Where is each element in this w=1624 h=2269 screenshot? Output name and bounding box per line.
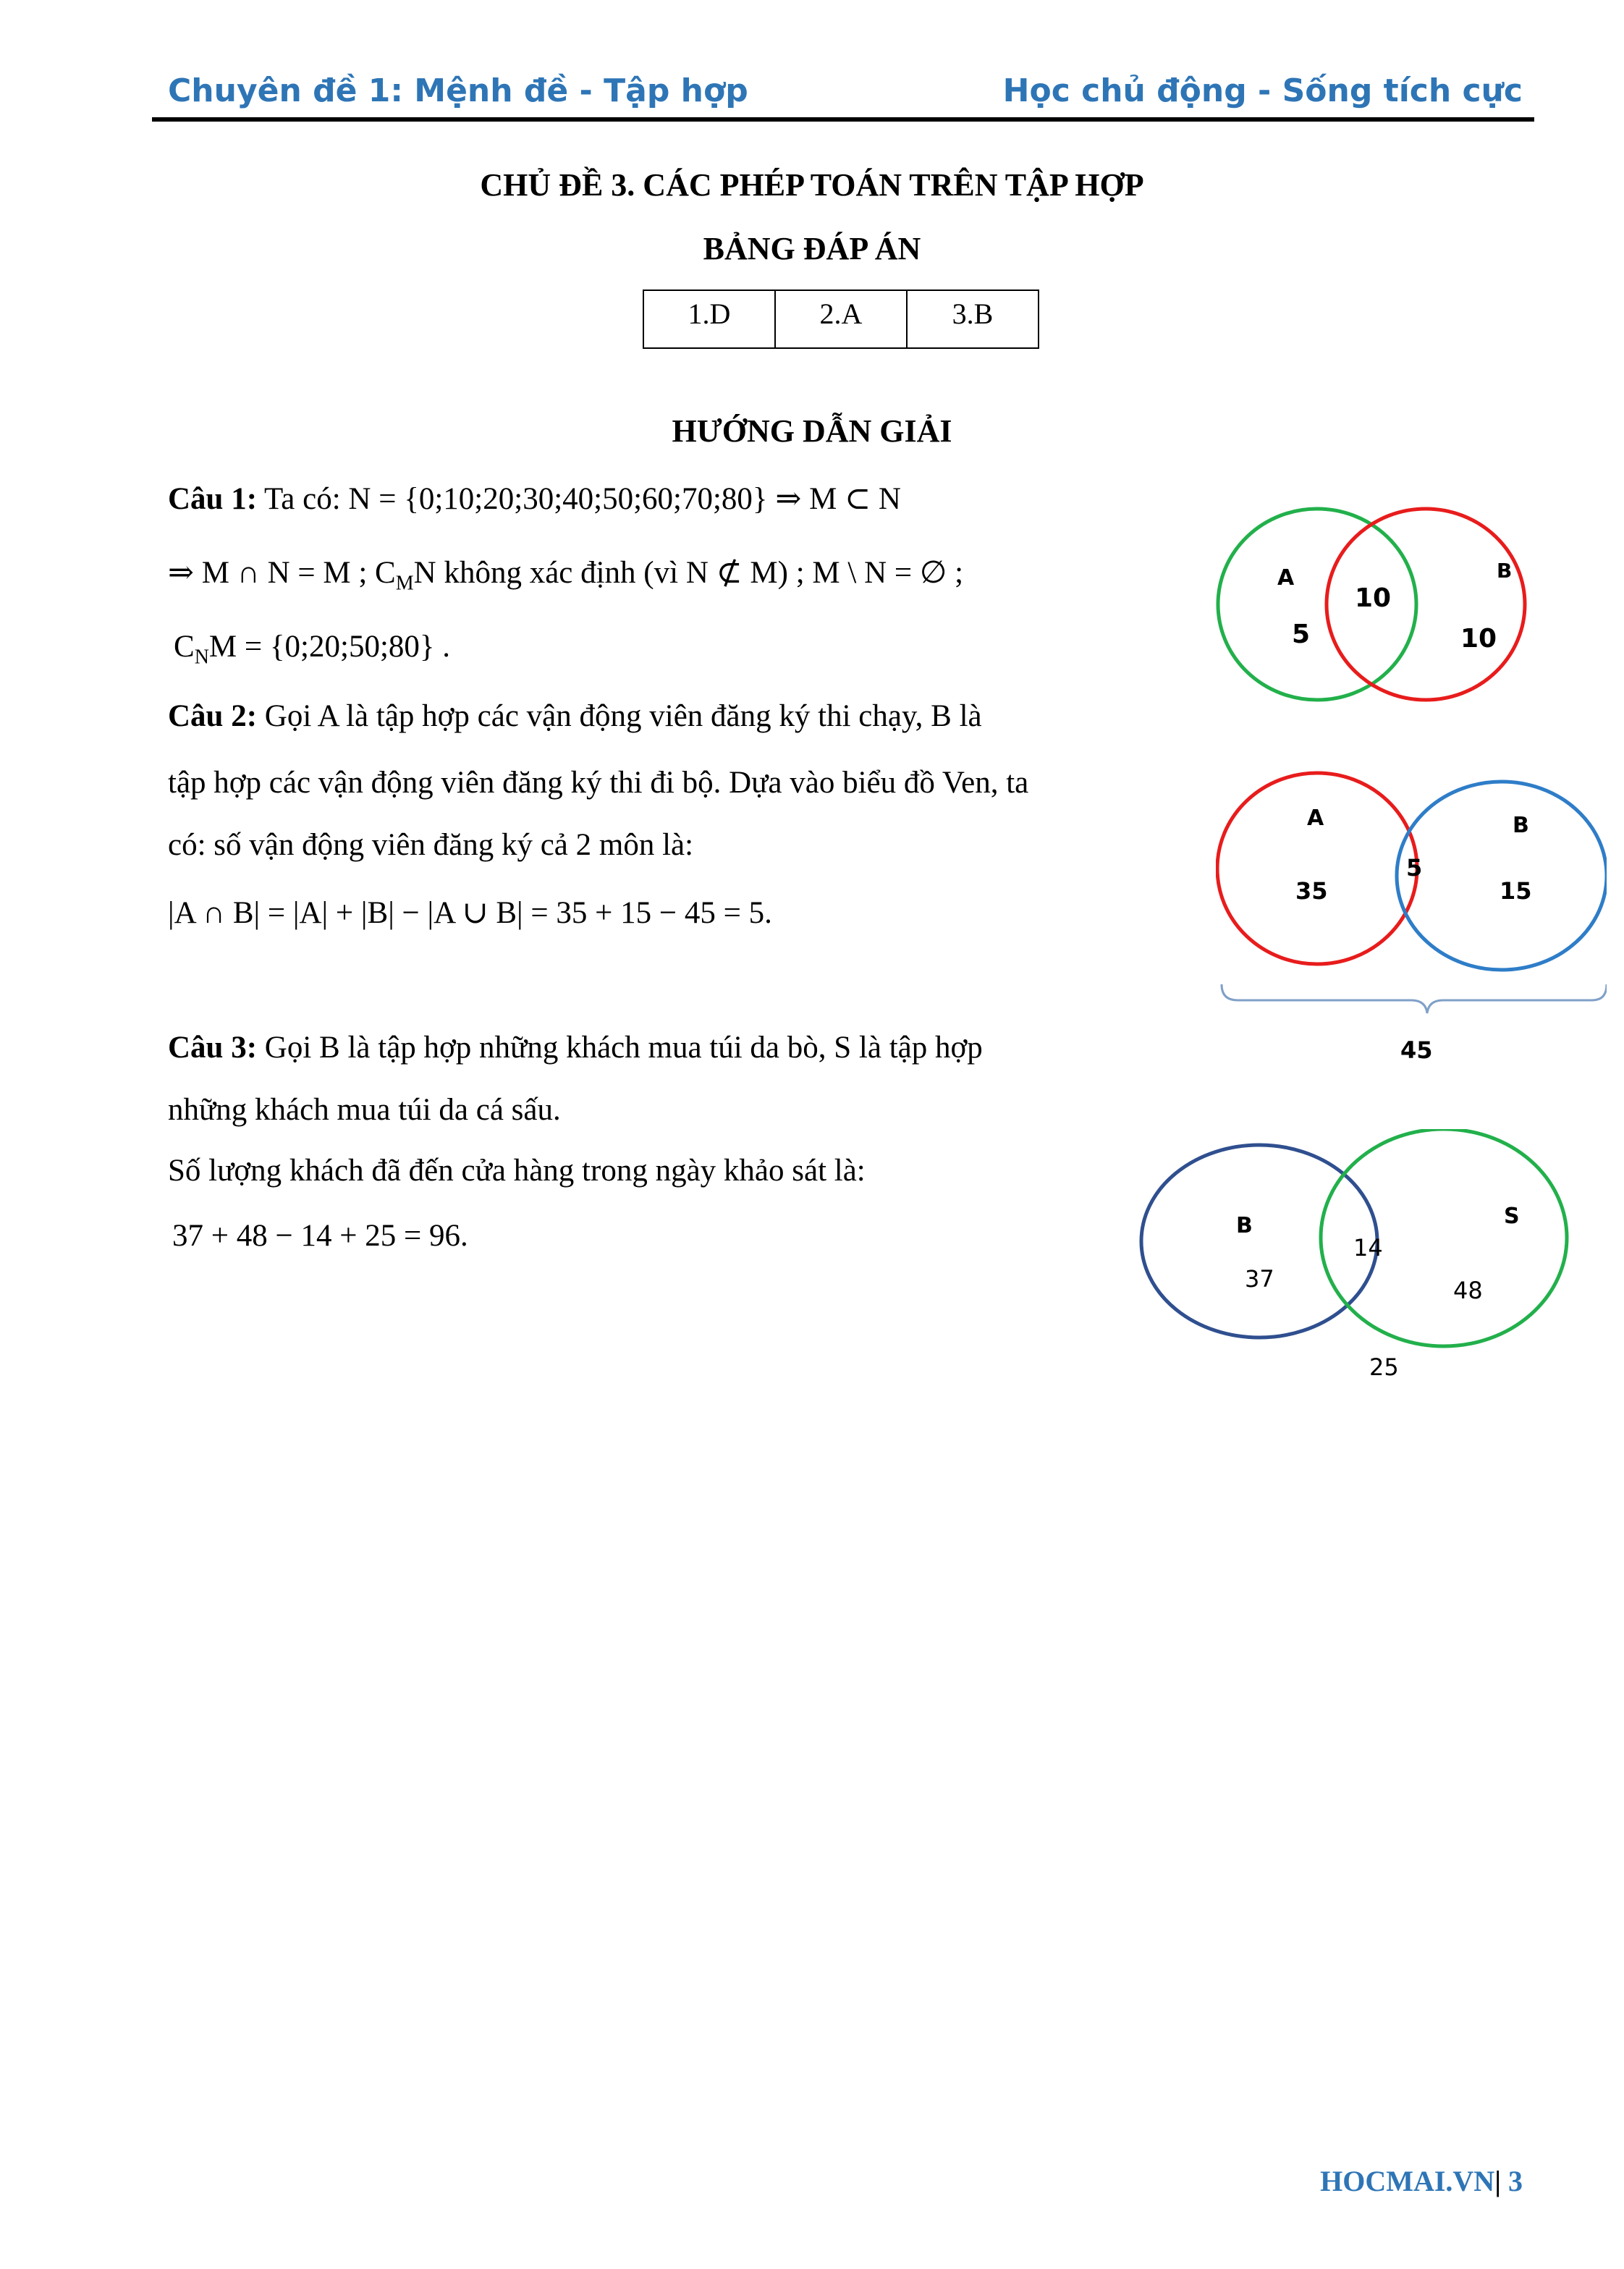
q3-label: Câu 3: [168, 1031, 258, 1065]
q2-line1 [168, 701, 982, 732]
q1-line2 [168, 557, 963, 594]
venn2-both: 5 [1406, 854, 1423, 882]
venn1-only-b: 10 [1460, 624, 1497, 654]
venn2-circle-a [1217, 773, 1417, 964]
venn3-only-b: 37 [1245, 1265, 1274, 1293]
q1-text-3b: M = {0;20;50;80} . [208, 630, 451, 664]
venn3-only-s: 48 [1453, 1277, 1483, 1304]
venn1-only-a: 5 [1292, 620, 1311, 649]
q2-line2: tập hợp các vận động viên đăng ký thi đi bộ. Dựa vào biểu đồ Ven, ta [168, 766, 1029, 800]
venn2-label-b: B [1513, 813, 1529, 838]
footer-page-number: 3 [1508, 2165, 1523, 2197]
venn3-label-s: S [1504, 1204, 1520, 1229]
q1-label: Câu 1: [168, 482, 258, 516]
q3-line2: những khách mua túi da cá sấu. [168, 1093, 561, 1127]
q1-text-2b: N không xác định (vì N ⊄ M) ; M \ N = ∅ ; [413, 556, 964, 590]
answer-table-heading: BẢNG ĐÁP ÁN [703, 231, 921, 266]
q3-text-1: Gọi B là tập hợp những khách mua túi da bò, S là tập hợp [264, 1031, 983, 1065]
venn2-only-a: 35 [1295, 877, 1328, 905]
venn1-label-a: A [1277, 565, 1295, 591]
footer-site: HOCMAI.VN [1320, 2165, 1495, 2197]
footer-separator: | [1494, 2165, 1501, 2197]
venn3-outside: 25 [1369, 1353, 1399, 1381]
q3-line1 [168, 1032, 983, 1063]
q1-subscript-m: M [395, 572, 414, 595]
venn3-label-b: B [1236, 1213, 1253, 1238]
answer-cell: 2.A [775, 290, 907, 348]
answer-cell: 1.D [643, 290, 775, 348]
answer-cell: 3.B [907, 290, 1039, 348]
header-right: Học chủ động - Sống tích cực [1002, 72, 1523, 109]
q3-formula: 37 + 48 − 14 + 25 = 96. [172, 1219, 468, 1253]
q1-text-3a: C [174, 630, 195, 664]
q1-text-2a: ⇒ M ∩ N = M ; C [168, 556, 396, 590]
venn2-label-a: A [1307, 806, 1324, 831]
venn3-circle-b [1141, 1145, 1377, 1338]
venn2-circle-b [1397, 782, 1607, 970]
q2-text-1: Gọi A là tập hợp các vận động viên đăng ký thi chạy, B là [264, 699, 982, 733]
q2-formula: |A ∩ B| = |A| + |B| − |A ∪ B| = 35 + 15 − 45 = 5. [168, 896, 772, 930]
venn2-total-brace [1222, 984, 1607, 1013]
q1-line3 [174, 631, 450, 668]
venn2-only-b: 15 [1500, 877, 1532, 905]
venn3-both: 14 [1353, 1234, 1383, 1262]
answer-table [643, 290, 1039, 349]
q2-label: Câu 2: [168, 699, 258, 733]
q2-line3: có: số vận động viên đăng ký cả 2 môn là: [168, 828, 694, 862]
header-divider [152, 117, 1534, 122]
q1-text-1: Ta có: N = {0;10;20;30;40;50;60;70;80} ⇒ M ⊂ N [264, 482, 901, 516]
venn-diagram-3 [1136, 1129, 1614, 1397]
q3-line3: Số lượng khách đã đến cửa hàng trong ngày khảo sát là: [168, 1154, 866, 1188]
venn1-both: 10 [1355, 583, 1392, 613]
footer [1320, 2164, 1523, 2198]
venn-diagram-1 [1201, 499, 1563, 717]
page-title: CHỦ ĐỀ 3. CÁC PHÉP TOÁN TRÊN TẬP HỢP [480, 167, 1144, 203]
header-left: Chuyên đề 1: Mệnh đề - Tập hợp [168, 72, 748, 109]
solutions-heading: HƯỚNG DẪN GIẢI [672, 413, 952, 449]
q1-subscript-n: N [194, 646, 209, 669]
q1-line1 [168, 483, 901, 515]
venn-diagram-2 [1216, 760, 1607, 1078]
venn1-label-b: B [1497, 559, 1513, 583]
venn2-total: 45 [1400, 1036, 1433, 1064]
